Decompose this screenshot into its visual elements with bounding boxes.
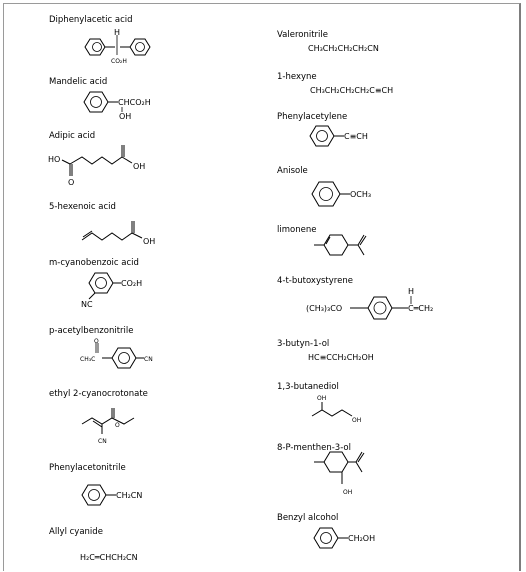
compound-name: m-cyanobenzoic acid bbox=[49, 258, 139, 268]
compound-name: 3-butyn-1-ol bbox=[277, 339, 330, 349]
mandelic-acid-structure bbox=[80, 88, 170, 123]
compound-name: p-acetylbenzonitrile bbox=[49, 326, 134, 336]
compound-name: 4-t-butoxystyrene bbox=[277, 276, 353, 286]
oh-label: OH bbox=[343, 489, 353, 496]
butynol-formula: HC≡CCH₂CH₂OH bbox=[308, 353, 374, 362]
anisole-structure bbox=[310, 176, 400, 212]
oh-label: OH bbox=[133, 162, 146, 171]
hexenoic-acid-structure bbox=[80, 213, 170, 248]
compound-name: ethyl 2-cyanocrotonate bbox=[49, 389, 148, 399]
phenylacetonitrile-structure bbox=[78, 482, 168, 510]
oxo-label: O bbox=[68, 178, 75, 187]
cyanocrotonate-structure bbox=[78, 400, 168, 450]
group-label: CO₂H bbox=[121, 279, 143, 288]
compound-name: Adipic acid bbox=[49, 131, 96, 141]
compound-name: 1,3-butanediol bbox=[277, 382, 339, 392]
hydrogen-label: H bbox=[114, 28, 121, 37]
group-label: OCH₃ bbox=[350, 190, 372, 199]
nitrile-label: CN bbox=[98, 438, 107, 445]
compound-name: 1-hexyne bbox=[277, 72, 317, 82]
butoxystyrene-structure bbox=[306, 286, 481, 326]
compound-name: Mandelic acid bbox=[49, 77, 108, 87]
group-label: CH₂CN bbox=[116, 491, 143, 500]
oh-label: OH bbox=[143, 237, 156, 246]
butoxy-label: (CH₃)₃CO bbox=[306, 304, 343, 313]
acetyl-label: CH₃C bbox=[80, 356, 96, 363]
compound-name: Phenylacetonitrile bbox=[49, 463, 126, 473]
carboxyl-label: CO₂H bbox=[111, 58, 127, 65]
compound-name: Allyl cyanide bbox=[49, 527, 103, 537]
menthenol-structure bbox=[310, 448, 390, 498]
group-label: C≡CH bbox=[344, 132, 368, 141]
valeronitrile-formula: CH₃CH₂CH₂CH₂CN bbox=[308, 44, 379, 53]
adipic-acid-structure bbox=[48, 142, 168, 192]
compound-name: Anisole bbox=[277, 166, 308, 176]
phenylacetylene-structure bbox=[306, 122, 396, 150]
cyanobenzoic-acid-structure bbox=[75, 268, 165, 310]
compound-name: Phenylacetylene bbox=[277, 112, 348, 122]
compound-name: 8-P-menthen-3-ol bbox=[277, 443, 351, 453]
group-label: CHCO₂H bbox=[118, 98, 151, 107]
compound-name: Diphenylacetic acid bbox=[49, 15, 133, 25]
limonene-structure bbox=[310, 230, 390, 260]
compound-name: Benzyl alcohol bbox=[277, 513, 339, 523]
hexyne-formula: CH₃CH₂CH₂CH₂C≡CH bbox=[310, 86, 394, 95]
butanediol-structure bbox=[310, 392, 380, 428]
group-label: CH₂OH bbox=[348, 534, 376, 543]
nitrile-label: NC bbox=[81, 300, 93, 309]
compound-name: limonene bbox=[277, 225, 317, 235]
ho-label: HO bbox=[48, 155, 61, 164]
benzyl-alcohol-structure bbox=[310, 524, 400, 554]
nitrile-label: CN bbox=[144, 356, 153, 363]
allyl-cyanide-formula: H₂C═CHCH₂CN bbox=[80, 553, 138, 562]
hydroxyl-label: OH bbox=[119, 112, 132, 121]
hydrogen-label: H bbox=[408, 287, 415, 296]
diphenylacetic-acid-structure bbox=[80, 25, 160, 70]
oh-label-top: OH bbox=[317, 395, 327, 402]
compound-name: 5-hexenoic acid bbox=[49, 202, 116, 212]
oh-label-end: OH bbox=[352, 417, 362, 424]
oxo-label: O bbox=[94, 338, 99, 345]
ester-oxygen-label: O bbox=[115, 422, 120, 429]
compound-name: Valeronitrile bbox=[277, 30, 328, 40]
acetylbenzonitrile-structure bbox=[78, 337, 178, 375]
vinyl-label: C═CH₂ bbox=[408, 304, 434, 313]
